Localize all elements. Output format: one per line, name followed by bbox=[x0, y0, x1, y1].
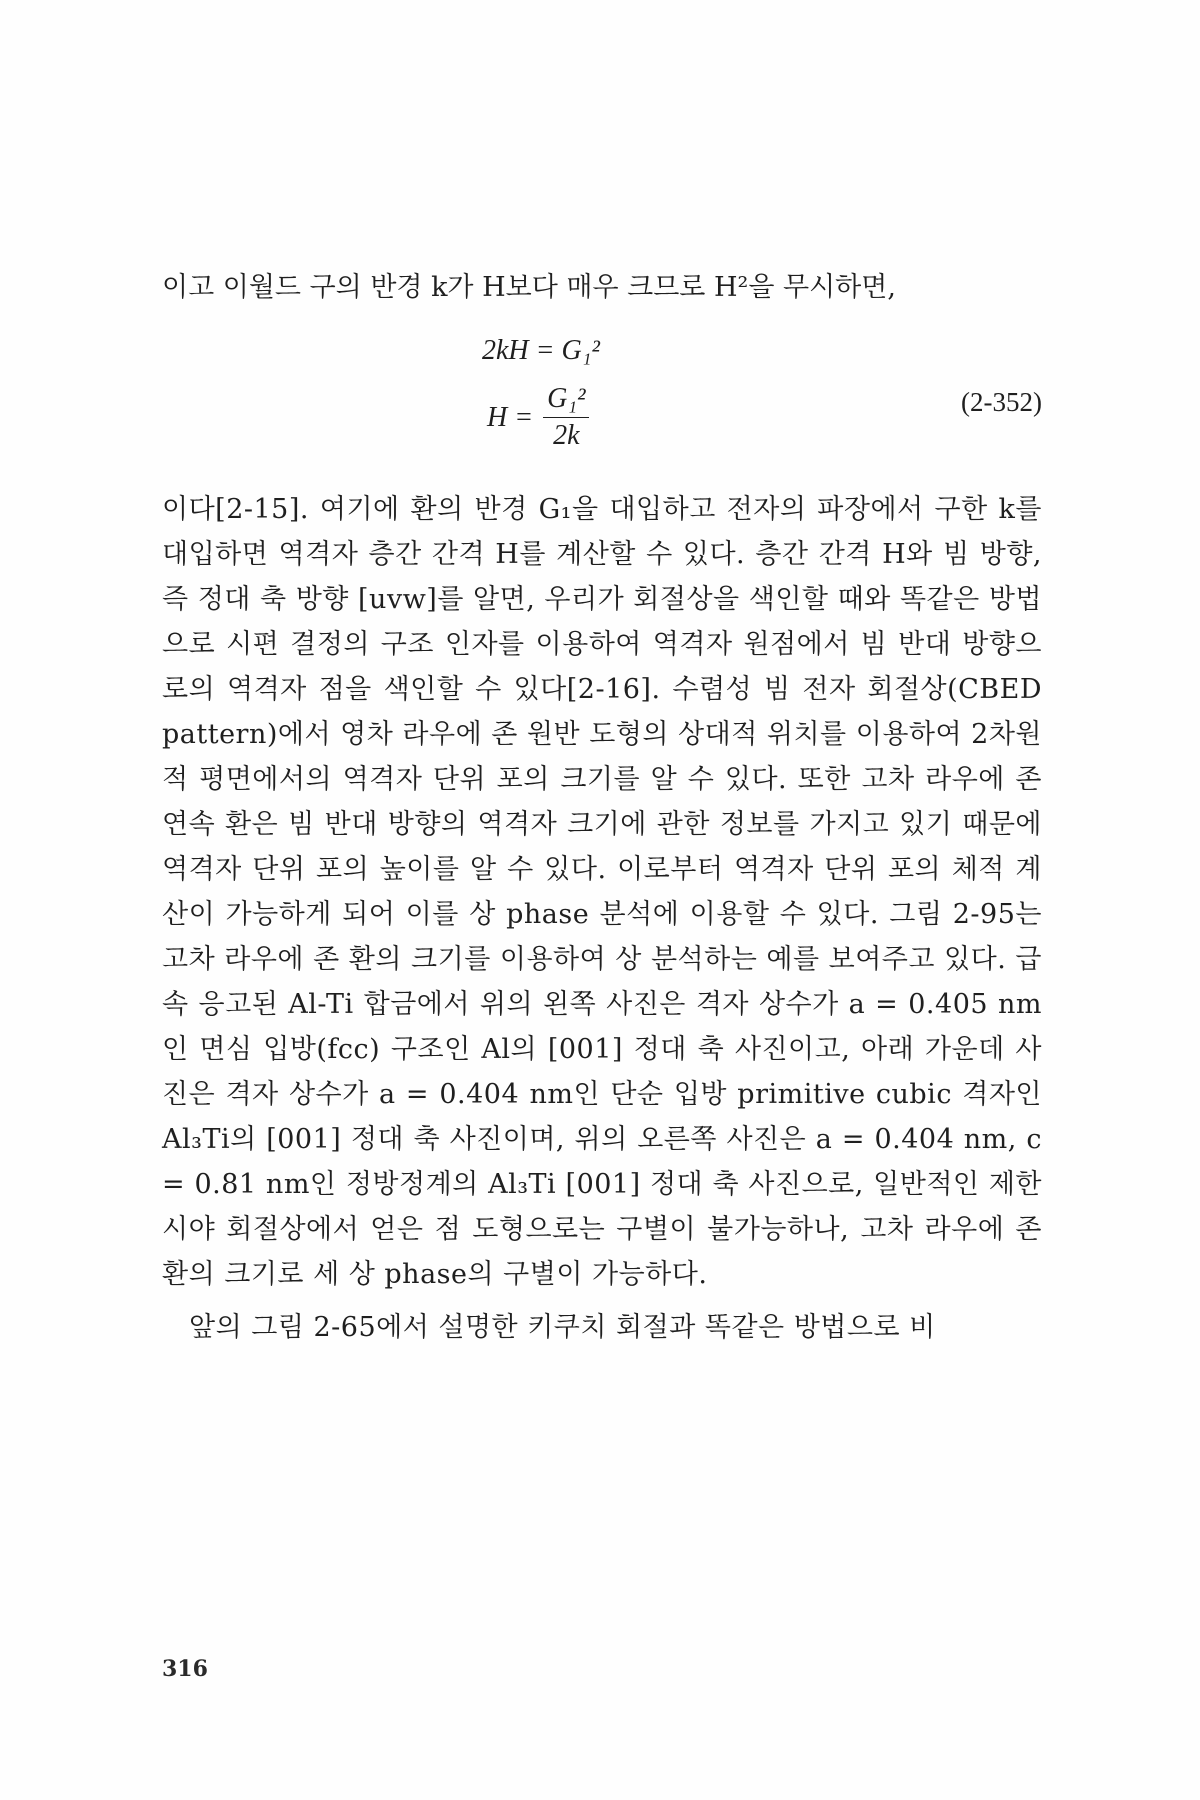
equation-2 bbox=[487, 383, 589, 452]
equation-2-lhs: H = bbox=[487, 401, 534, 433]
page-number: 316 bbox=[162, 1656, 208, 1682]
equation-block bbox=[162, 335, 1042, 470]
equation-number: (2-352) bbox=[961, 387, 1042, 417]
equation-2-fraction bbox=[543, 383, 589, 452]
fraction-denominator: 2k bbox=[553, 420, 580, 451]
intro-line: 이고 이월드 구의 반경 k가 H보다 매우 크므로 H²을 무시하면, bbox=[162, 272, 896, 303]
equation-1: 2kH = G₁² bbox=[482, 335, 600, 366]
paragraph-2: 앞의 그림 2-65에서 설명한 키쿠치 회절과 똑같은 방법으로 비 bbox=[189, 1312, 936, 1343]
body-text bbox=[162, 487, 1042, 1350]
paragraph-1: 이다[2-15]. 여기에 환의 반경 G₁을 대입하고 전자의 파장에서 구한 k를 대입하면 역격자 층간 간격 H를 계산할 수 있다. 층간 간격 H와 빔 방향, 즉 정대 축 방향 [uvw]를 알면, 우리가 회절상을 색인할 때와 똑같은 방법으로 시편 결정의 구조 인자를 이용하여 역격자 원점에서 빔 반대 방향으로의 역격자 점을 색인할 수 있다[2-16]. 수렴성 빔 전자 회절상(CBED pattern)에서 영차 라우에 존 원반 도형의 상대적 위치를 이용하여 2차원적 평면에서의 역격자 단위 포의 크기를 알 수 있다. 또한 고차 라우에 존 연속 환은 빔 반대 방향의 역격자 크기에 관한 정보를 가지고 있기 때문에 역격자 단위 포의 높이를 알 수 있다. 이로부터 역격자 단위 포의 체적 계산이 가능하게 되어 이를 상 phase 분석에 이용할 수 있다. 그림 2-95는 고차 라우에 존 환의 크기를 이용하여 상 분석하는 예를 보여주고 있다. 급속 응고된 Al-Ti 합금에서 위의 왼쪽 사진은 격자 상수가 a = 0.405 nm인 면심 입방(fcc) 구조인 Al의 [001] 정대 축 사진이고, 아래 가운데 사진은 격자 상수가 a = 0.404 nm인 단순 입방 primitive cubic 격자인 Al₃Ti의 [001] 정대 축 사진이며, 위의 오른쪽 사진은 a = 0.404 nm, c = 0.81 nm인 정방정계의 Al₃Ti [001] 정대 축 사진으로, 일반적인 제한 시야 회절상에서 얻은 점 도형으로는 구별이 불가능하나, 고차 라우에 존 환의 크기로 세 상 phase의 구별이 가능하다. bbox=[162, 494, 1042, 1290]
fraction-numerator: G₁² bbox=[543, 383, 589, 418]
intro-text bbox=[162, 265, 1042, 310]
